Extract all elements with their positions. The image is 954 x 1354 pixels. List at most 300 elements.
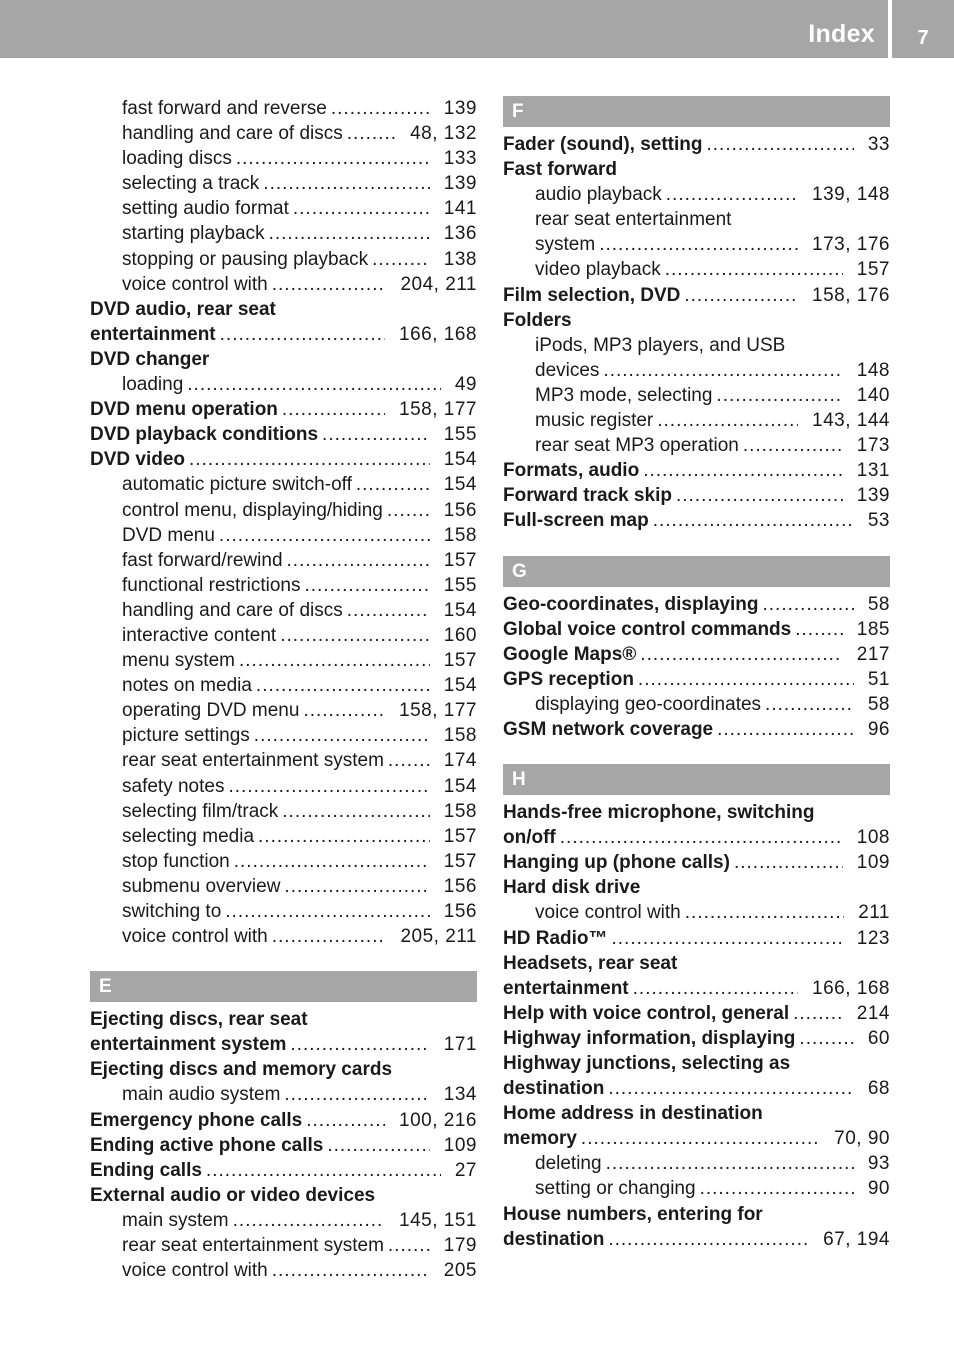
dot-leader: [799, 1026, 853, 1051]
entry-text: interactive content: [122, 624, 277, 646]
dot-leader: [716, 383, 842, 408]
dot-leader: [219, 523, 430, 548]
dot-leader: [263, 171, 430, 196]
dot-leader: [282, 397, 385, 422]
page-reference: 158, 177: [399, 399, 477, 421]
page-reference: 90: [867, 1178, 890, 1200]
dot-leader: [269, 221, 430, 246]
page-reference: 139: [856, 485, 890, 507]
index-subentry: [503, 358, 890, 383]
page-reference: 205: [443, 1260, 477, 1282]
dot-leader: [676, 483, 843, 508]
index-subentry: [503, 1176, 890, 1201]
dot-leader: [606, 1151, 854, 1176]
page-reference: 158: [443, 800, 477, 822]
index-section-h: [503, 764, 890, 1252]
entry-text: control menu, displaying/hiding: [122, 499, 383, 521]
dot-leader: [347, 598, 430, 623]
page-title: Index: [808, 20, 875, 48]
page-reference: 49: [454, 374, 477, 396]
dot-leader: [717, 717, 854, 742]
entry-text: voice control with: [122, 273, 268, 295]
page-reference: 211: [858, 902, 890, 924]
entry-text: voice control with: [122, 1260, 268, 1282]
page-reference: 141: [443, 198, 477, 220]
page-reference: 139: [443, 173, 477, 195]
entry-text: loading discs: [122, 148, 232, 170]
index-entry: [503, 1202, 890, 1227]
entry-text: selecting a track: [122, 173, 260, 195]
dot-leader: [763, 592, 854, 617]
index-entry: [503, 1227, 890, 1252]
index-entry: [503, 850, 890, 875]
page-reference: 204, 211: [400, 273, 477, 295]
index-entry: [503, 926, 890, 951]
page-reference: 60: [867, 1027, 890, 1049]
page-reference: 100, 216: [399, 1109, 477, 1131]
page-reference: 173, 176: [812, 234, 890, 256]
page-reference: 148: [856, 359, 890, 381]
entry-text: Film selection, DVD: [503, 284, 681, 306]
entry-text: Google Maps®: [503, 643, 637, 665]
entry-text: music register: [535, 410, 654, 432]
index-subentry: [90, 799, 477, 824]
page-reference: 155: [443, 424, 477, 446]
entry-text: Hands-free microphone, switching: [503, 802, 815, 824]
index-entry: [503, 1001, 890, 1026]
entry-text: devices: [535, 359, 600, 381]
entry-text: DVD menu: [122, 524, 215, 546]
section-letter-heading: G: [503, 556, 890, 587]
entry-text: picture settings: [122, 725, 250, 747]
index-entry: [503, 157, 890, 182]
index-subentry: [503, 692, 890, 717]
index-subentry: [503, 900, 890, 925]
entry-text: Highway information, displaying: [503, 1027, 796, 1049]
index-subentry: [90, 523, 477, 548]
index-subentry: [503, 182, 890, 207]
dot-leader: [239, 648, 430, 673]
page-reference: 70, 90: [834, 1128, 890, 1150]
dot-leader: [734, 850, 843, 875]
entry-text: Folders: [503, 309, 572, 331]
page-reference: 51: [867, 668, 890, 690]
entry-text: Home address in destination: [503, 1103, 763, 1125]
dot-leader: [643, 458, 843, 483]
page-reference: 154: [443, 675, 477, 697]
page-reference: 133: [443, 148, 477, 170]
index-entry: [503, 875, 890, 900]
dot-leader: [284, 874, 429, 899]
index-subentry: [90, 372, 477, 397]
dot-leader: [666, 182, 798, 207]
entry-text: Help with voice control, general: [503, 1002, 790, 1024]
dot-leader: [347, 121, 396, 146]
index-entry: [503, 617, 890, 642]
dot-leader: [293, 196, 430, 221]
dot-leader: [258, 824, 430, 849]
page-reference: 154: [443, 449, 477, 471]
page-reference: 109: [856, 852, 890, 874]
entry-text: main audio system: [122, 1084, 281, 1106]
entry-text: DVD menu operation: [90, 399, 278, 421]
section-letter-heading: E: [90, 971, 477, 1002]
entry-text: Forward track skip: [503, 485, 672, 507]
entry-text: voice control with: [122, 926, 268, 948]
entry-text: Formats, audio: [503, 460, 640, 482]
index-subentry: [90, 221, 477, 246]
index-column-right: [503, 96, 890, 1274]
index-entry: [503, 951, 890, 976]
page-reference: 58: [867, 693, 890, 715]
page-reference: 158: [443, 725, 477, 747]
dot-leader: [220, 322, 385, 347]
page-reference: 33: [867, 134, 890, 155]
index-subentry: [90, 924, 477, 949]
page-reference: 158, 177: [399, 700, 477, 722]
page-reference: 108: [856, 827, 890, 849]
entry-text: stopping or pausing playback: [122, 248, 369, 270]
index-entry: [503, 592, 890, 617]
dot-leader: [765, 692, 854, 717]
entry-text: Full-screen map: [503, 510, 649, 532]
index-entry: [90, 1158, 477, 1183]
dot-leader: [233, 1208, 385, 1233]
dot-leader: [187, 372, 441, 397]
dot-leader: [282, 799, 430, 824]
page-reference: 174: [443, 750, 477, 772]
page-reference: 173: [856, 435, 890, 457]
entry-text: menu system: [122, 650, 235, 672]
index-subentry: [503, 207, 890, 232]
entry-text: Ending calls: [90, 1159, 202, 1181]
dot-leader: [280, 623, 430, 648]
index-subentry: [90, 1208, 477, 1233]
entry-text: handling and care of discs: [122, 599, 343, 621]
entry-text: Ending active phone calls: [90, 1134, 324, 1156]
entry-text: fast forward/rewind: [122, 549, 283, 571]
index-subentry: [90, 874, 477, 899]
index-subentry: [90, 673, 477, 698]
dot-leader: [388, 1233, 430, 1258]
index-section: [90, 96, 477, 949]
index-subentry: [90, 1233, 477, 1258]
index-entry: [90, 347, 477, 372]
dot-leader: [287, 548, 430, 573]
page-reference: 155: [443, 574, 477, 596]
page-reference: 166, 168: [399, 323, 477, 345]
entry-text: selecting media: [122, 825, 255, 847]
page-reference: 160: [443, 624, 477, 646]
dot-leader: [331, 96, 430, 121]
page-reference: 157: [443, 650, 477, 672]
entry-text: setting or changing: [535, 1178, 696, 1200]
dot-leader: [189, 447, 430, 472]
page-reference: 156: [443, 875, 477, 897]
index-subentry: [90, 748, 477, 773]
index-subentry: [503, 257, 890, 282]
page-reference: 48, 132: [410, 123, 477, 145]
index-entry: [90, 447, 477, 472]
page-reference: 67, 194: [823, 1228, 890, 1250]
dot-leader: [640, 642, 843, 667]
entry-text: DVD changer: [90, 348, 210, 370]
index-column-left: [90, 96, 477, 1305]
page-reference: 139: [443, 98, 477, 119]
entry-text: fast forward and reverse: [122, 98, 327, 119]
index-entry: [90, 297, 477, 322]
entry-text: submenu overview: [122, 875, 281, 897]
page-reference: 185: [856, 618, 890, 640]
index-entry: [503, 1051, 890, 1076]
index-entry: [503, 976, 890, 1001]
index-subentry: [503, 383, 890, 408]
dot-leader: [284, 1082, 429, 1107]
entry-text: entertainment: [90, 323, 216, 345]
index-subentry: [90, 498, 477, 523]
dot-leader: [638, 667, 854, 692]
entry-text: Hanging up (phone calls): [503, 852, 730, 874]
page-reference: 145, 151: [399, 1209, 477, 1231]
dot-leader: [608, 1076, 854, 1101]
entry-text: destination: [503, 1078, 605, 1100]
page-reference: 156: [443, 901, 477, 922]
index-entry: [503, 458, 890, 483]
page-reference: 158: [443, 524, 477, 546]
entry-text: memory: [503, 1128, 577, 1150]
dot-leader: [322, 422, 430, 447]
index-entry: [90, 1007, 477, 1032]
index-entry: [503, 508, 890, 533]
index-subentry: [503, 408, 890, 433]
page-reference: 154: [443, 775, 477, 797]
index-subentry: [90, 472, 477, 497]
dot-leader: [272, 272, 387, 297]
page-reference: 171: [443, 1034, 477, 1056]
index-subentry: [503, 433, 890, 458]
index-entry: [503, 132, 890, 157]
index-subentry: [90, 171, 477, 196]
entry-text: HD Radio™: [503, 927, 608, 949]
entry-text: rear seat entertainment system: [122, 750, 384, 772]
index-subentry: [90, 146, 477, 171]
index-entry: [90, 1108, 477, 1133]
entry-text: audio playback: [535, 184, 662, 206]
index-entry: [503, 308, 890, 333]
index-entry: [90, 1183, 477, 1208]
page-reference: 27: [454, 1159, 477, 1181]
index-subentry: [90, 723, 477, 748]
index-subentry: [90, 849, 477, 874]
page-reference: 139, 148: [812, 184, 890, 206]
dot-leader: [254, 723, 430, 748]
page-reference: 140: [856, 384, 890, 406]
dot-leader: [599, 232, 798, 257]
page-reference: 157: [443, 850, 477, 872]
entry-text: entertainment system: [90, 1034, 287, 1056]
index-subentry: [90, 196, 477, 221]
index-subentry: [90, 247, 477, 272]
page-reference: 68: [867, 1078, 890, 1100]
entry-text: switching to: [122, 901, 222, 922]
entry-text: main system: [122, 1209, 229, 1231]
page-reference: 134: [443, 1084, 477, 1106]
entry-text: iPods, MP3 players, and USB: [535, 334, 786, 356]
index-entry: [503, 800, 890, 825]
entry-text: functional restrictions: [122, 574, 301, 596]
dot-leader: [356, 472, 430, 497]
page-reference: 166, 168: [812, 977, 890, 999]
page-reference: 53: [867, 510, 890, 532]
entry-text: Ejecting discs and memory cards: [90, 1059, 393, 1081]
entry-text: GSM network coverage: [503, 718, 714, 740]
index-section-e: [90, 971, 477, 1283]
page-reference: 154: [443, 599, 477, 621]
entry-text: on/off: [503, 827, 556, 849]
page-reference: 138: [443, 248, 477, 270]
dot-leader: [272, 1258, 430, 1283]
dot-leader: [327, 1133, 429, 1158]
dot-leader: [272, 924, 387, 949]
index-subentry: [90, 824, 477, 849]
index-subentry: [90, 623, 477, 648]
index-entry: [90, 397, 477, 422]
entry-text: starting playback: [122, 223, 265, 245]
index-entry: [90, 1133, 477, 1158]
index-subentry: [503, 333, 890, 358]
entry-text: displaying geo-coordinates: [535, 693, 762, 715]
dot-leader: [633, 976, 798, 1001]
index-subentry: [90, 548, 477, 573]
section-letter-heading: H: [503, 764, 890, 795]
dot-leader: [290, 1032, 429, 1057]
entry-text: voice control with: [535, 902, 681, 924]
dot-leader: [236, 146, 430, 171]
page-reference: 109: [443, 1134, 477, 1156]
entry-text: rear seat MP3 operation: [535, 435, 739, 457]
entry-text: Geo-coordinates, displaying: [503, 593, 759, 615]
dot-leader: [372, 247, 430, 272]
entry-text: handling and care of discs: [122, 123, 343, 145]
entry-text: Global voice control commands: [503, 618, 792, 640]
dot-leader: [795, 617, 843, 642]
entry-text: Hard disk drive: [503, 877, 641, 899]
dot-leader: [603, 358, 842, 383]
entry-text: destination: [503, 1228, 605, 1250]
dot-leader: [657, 408, 798, 433]
entry-text: DVD playback conditions: [90, 424, 319, 446]
entry-text: notes on media: [122, 675, 252, 697]
page-reference: 136: [443, 223, 477, 245]
dot-leader: [256, 673, 430, 698]
entry-text: Fast forward: [503, 159, 618, 181]
entry-text: automatic picture switch-off: [122, 474, 352, 496]
dot-leader: [387, 498, 430, 523]
page-reference: 143, 144: [812, 410, 890, 432]
entry-text: Ejecting discs, rear seat: [90, 1009, 308, 1031]
entry-text: setting audio format: [122, 198, 289, 220]
page-reference: 157: [443, 549, 477, 571]
index-subentry: [90, 899, 477, 924]
index-subentry: [90, 272, 477, 297]
entry-text: rear seat entertainment: [535, 209, 732, 231]
dot-leader: [560, 825, 843, 850]
index-entry: [503, 717, 890, 742]
entry-text: safety notes: [122, 775, 225, 797]
page-reference: 131: [856, 460, 890, 482]
page-reference: 205, 211: [400, 926, 477, 948]
index-entry: [503, 483, 890, 508]
page-reference: 158, 176: [812, 284, 890, 306]
dot-leader: [665, 257, 843, 282]
index-entry: [503, 1076, 890, 1101]
entry-text: stop function: [122, 850, 230, 872]
entry-text: External audio or video devices: [90, 1184, 376, 1206]
page-reference: 157: [856, 259, 890, 281]
index-section-f: [503, 96, 890, 534]
index-subentry: [90, 774, 477, 799]
page-reference: 179: [443, 1235, 477, 1257]
index-entry: [503, 1026, 890, 1051]
index-subentry: [90, 121, 477, 146]
index-subentry: [90, 96, 477, 121]
entry-text: loading: [122, 374, 184, 396]
dot-leader: [304, 573, 429, 598]
dot-leader: [653, 508, 854, 533]
dot-leader: [388, 748, 430, 773]
entry-text: entertainment: [503, 977, 629, 999]
dot-leader: [707, 132, 854, 157]
dot-leader: [743, 433, 843, 458]
index-entry: [503, 1126, 890, 1151]
dot-leader: [684, 283, 798, 308]
index-entry: [503, 283, 890, 308]
entry-text: operating DVD menu: [122, 700, 300, 722]
page-reference: 96: [867, 718, 890, 740]
dot-leader: [608, 1227, 809, 1252]
page-reference: 154: [443, 474, 477, 496]
index-subentry: [90, 1258, 477, 1283]
dot-leader: [581, 1126, 820, 1151]
page-reference: 157: [443, 825, 477, 847]
entry-text: MP3 mode, selecting: [535, 384, 713, 406]
entry-text: Fader (sound), setting: [503, 134, 703, 155]
page-reference: 156: [443, 499, 477, 521]
index-entry: [503, 642, 890, 667]
entry-text: GPS reception: [503, 668, 634, 690]
index-entry: [503, 825, 890, 850]
entry-text: rear seat entertainment system: [122, 1235, 384, 1257]
dot-leader: [206, 1158, 441, 1183]
index-entry: [503, 1101, 890, 1126]
index-entry: [90, 1057, 477, 1082]
entry-text: Headsets, rear seat: [503, 952, 678, 974]
dot-leader: [303, 698, 385, 723]
index-subentry: [90, 598, 477, 623]
entry-text: DVD video: [90, 449, 186, 471]
index-section-g: [503, 556, 890, 743]
dot-leader: [306, 1108, 385, 1133]
dot-leader: [793, 1001, 843, 1026]
index-entry: [90, 1032, 477, 1057]
page-reference: 58: [867, 593, 890, 615]
page-reference: 123: [856, 927, 890, 949]
index-subentry: [90, 648, 477, 673]
entry-text: Emergency phone calls: [90, 1109, 303, 1131]
entry-text: House numbers, entering for: [503, 1203, 763, 1225]
dot-leader: [234, 849, 430, 874]
entry-text: system: [535, 234, 596, 256]
